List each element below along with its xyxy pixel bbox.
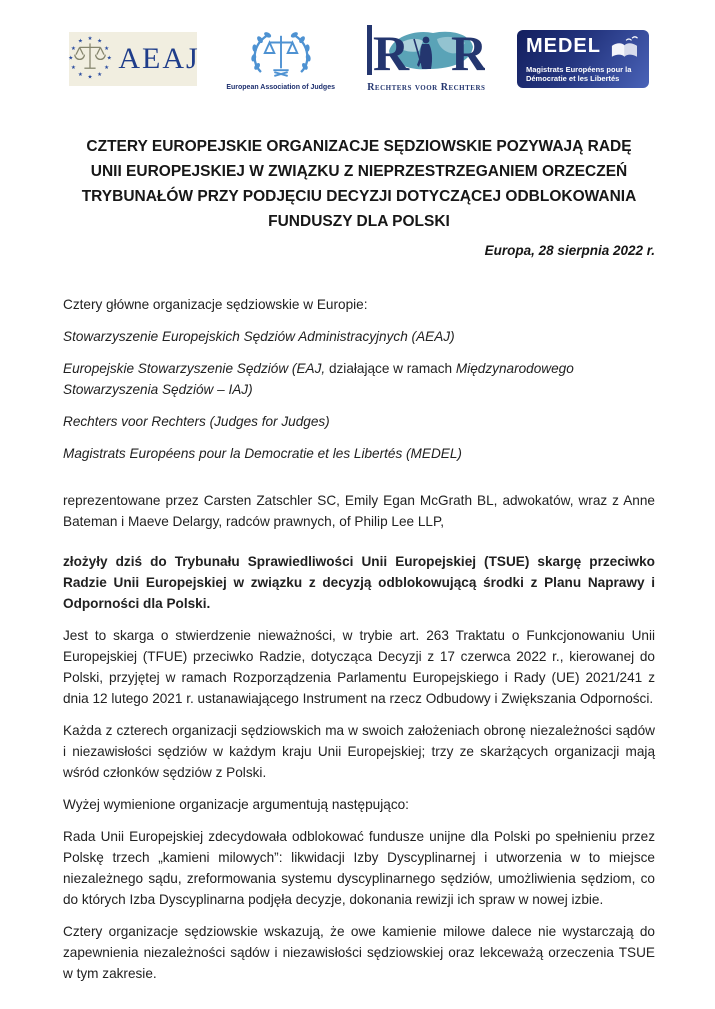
svg-text:★: ★ [104,45,110,52]
paragraph-conclusion: Cztery organizacje sędziowskie wskazują, że owe kamienie milowe dalece nie wystarczają do zapewnienia niezależności sądów i niezawisłości sędziowskiej oraz lekceważą orzeczenia TSUE w tym zakresie. [63,924,655,981]
svg-text:★: ★ [87,35,93,42]
aeaj-logo [68,32,200,86]
org-item-aeaj: Stowarzyszenie Europejskich Sędziów Administracyjnych (AEAJ) [63,329,455,344]
svg-text:★: ★ [104,64,110,71]
open-book-birds-icon [609,36,641,65]
rvr-caption: Rechters voor Rechters [367,82,486,93]
svg-text:★: ★ [78,38,84,45]
org-eaj-name: Europejskie Stowarzyszenie Sędziów (EAJ, [63,361,326,376]
paragraph-mission: Każda z czterech organizacji sędziowskich ma w swoich założeniach obronę niezależności sądów i niezawisłości sędziów w każdym kraju Unii Europejskiej; trzy ze skarżących organizacji mają wśród członków sędziów z Polski. [63,723,655,780]
document-title: CZTERY EUROPEJSKIE ORGANIZACJE SĘDZIOWSKIE POZYWAJĄ RADĘ UNII EUROPEJSKIEJ W ZWIĄZKU Z NIEPRZESTRZEGANIEM ORZECZEŃ TRYBUNAŁÓW PRZY PODJĘCIU DECYZJI DOTYCZĄCEJ ODBLOKOWANIA FUNDUSZY DLA POLSKI [81,138,637,230]
medel-logo [517,30,649,88]
svg-text:★: ★ [97,71,103,78]
paragraph-milestones: Rada Unii Europejskiej zdecydowała odblokować fundusze unijne dla Polski po spełnieniu przez Polskę trzech „kamieni milowych”: likwidacji Izby Dyscyplinarnej i utworzenia w to miejsce niezależnego sądu, zreformowania systemu dyscyplinarnego sędziów, umożliwienia sędziom, co do których Izba Dyscyplinarna podjęła decyzje, dokonania rewizji ich spraw w nowej izbie. [63,829,655,907]
medel-caption [526,65,631,83]
paragraph-representation: reprezentowane przez Carsten Zatschler SC, Emily Egan McGrath BL, adwokatów, wraz z Anne Bateman i Maeve Delargy, radców prawnych, of Philip Lee LLP, [63,493,655,529]
medel-caption-line1: Magistrats Européens pour la [525,65,632,74]
date-line: Europa, 28 sierpnia 2022 r. [484,243,655,258]
svg-text:R: R [451,25,486,77]
laurel-wreath-scales-icon [238,28,324,83]
org-item-eaj [63,358,655,400]
document-body [63,294,655,984]
medel-caption-line2: Démocratie et les Libertés [525,74,620,83]
org-item-rvr: Rechters voor Rechters (Judges for Judges) [63,414,330,429]
paragraph-filing: złożyły dziś do Trybunału Sprawiedliwości Unii Europejskiej (TSUE) skargę przeciwko Radzie Unii Europejskiej w związku z decyzją odblokowującą środki z Planu Naprawy i Odporności dla Polski. [63,554,655,611]
svg-text:★: ★ [71,45,77,52]
paragraph-complaint-details: Jest to skarga o stwierdzenie nieważności, w trybie art. 263 Traktatu o Funkcjonowaniu Unii Europejskiej (TFUE) przeciwko Radzie, dotycząca Decyzji z 17 czerwca 2022 r., kierowanej do Polski, przyjętej w ramach Rozporządzenia Parlamentu Europejskiego i Rady (UE) 2021/241 z dnia 12 lutego 2021 r. ustanawiającego Instrument na rzecz Odbudowy i Zwiększania Odporności. [63,628,655,706]
org-item-medel: Magistrats Européens pour la Democratie et les Libertés (MEDEL) [63,446,462,461]
eaj-caption: European Association of Judges [226,83,335,91]
svg-text:R: R [373,25,410,77]
eaj-logo [226,28,336,91]
org-eaj-connector: działające w ramach [325,361,456,376]
svg-text:★: ★ [71,64,77,71]
svg-text:★: ★ [87,74,93,81]
aeaj-acronym: AEAJ [118,42,200,75]
medel-acronym: MEDEL [525,35,601,57]
justice-figure-map-icon [367,25,485,82]
svg-text:★: ★ [68,54,74,61]
stars-circle-scales-icon [66,33,114,86]
logo-row [69,26,649,92]
paragraph-argue-intro: Wyżej wymienione organizacje argumentują następująco: [63,797,409,812]
rvr-logo [364,25,488,93]
svg-text:★: ★ [107,54,113,61]
svg-text:★: ★ [97,38,103,45]
paragraph-intro: Cztery główne organizacje sędziowskie w Europie: [63,297,368,312]
scales-of-justice-icon [75,43,105,68]
org-eaj-parent: Międzynarodowego Stowarzyszenia Sędziów – IAJ) [63,361,574,397]
svg-text:★: ★ [78,71,84,78]
